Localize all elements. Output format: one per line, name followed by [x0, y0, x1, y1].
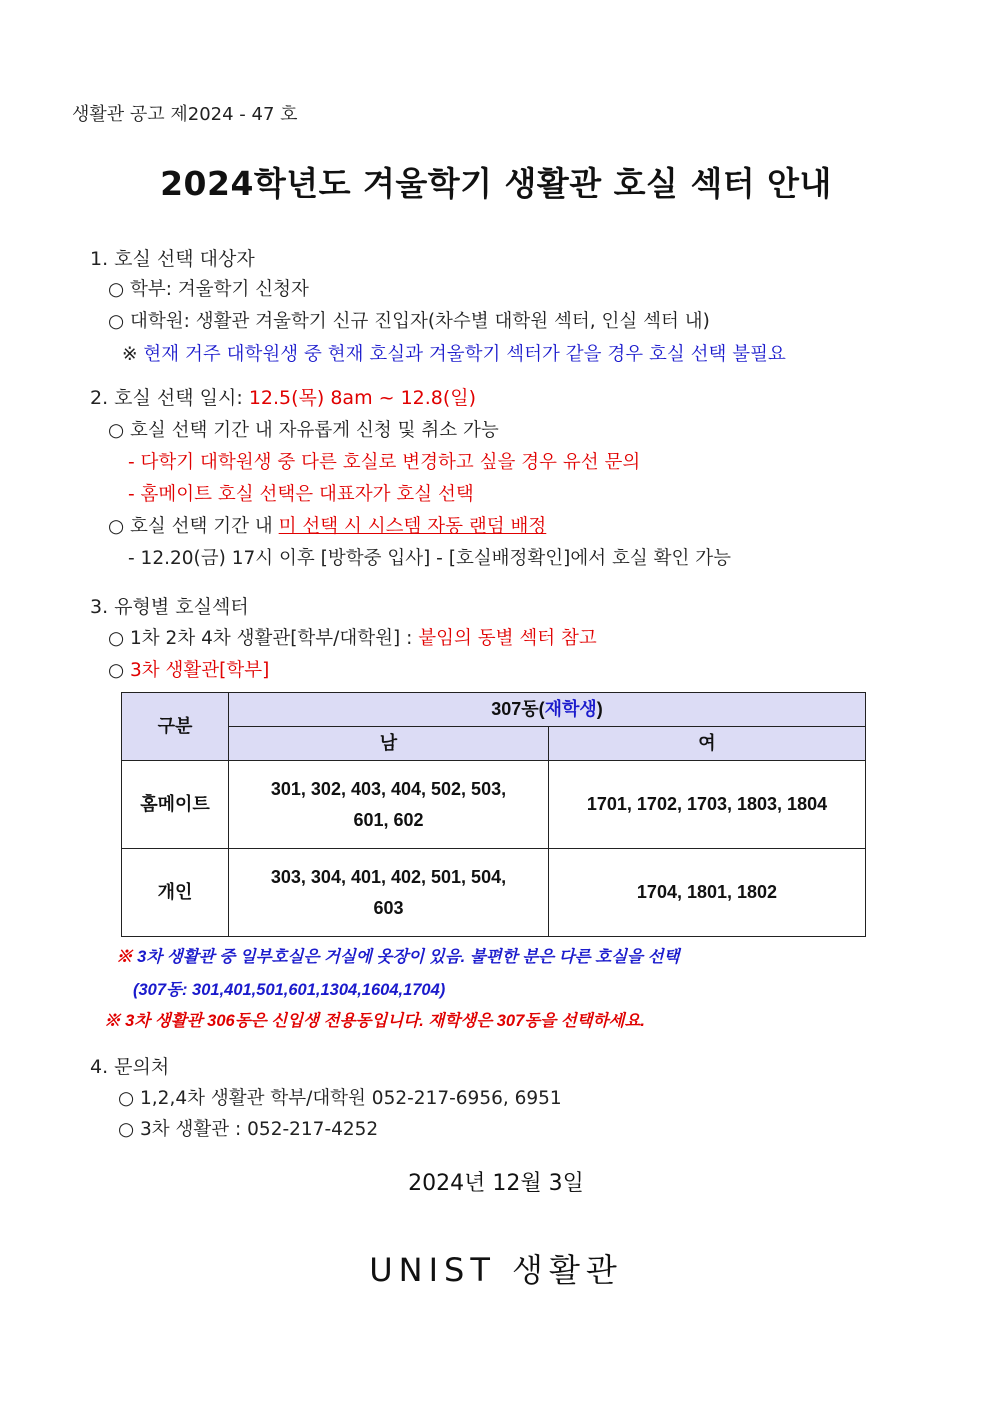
- section2-sub-homemate: - 홈메이트 호실 선택은 대표자가 호실 선택: [128, 484, 474, 505]
- circle-bullet: ○: [108, 660, 131, 681]
- male-rooms-cell: [229, 849, 549, 937]
- section2-item-free-apply: ○ 호실 선택 기간 내 자유롭게 신청 및 취소 가능: [108, 420, 499, 441]
- row-label: 개인: [122, 849, 229, 937]
- note-mark: ※: [116, 948, 133, 966]
- male-rooms-line: 601, 602: [353, 809, 424, 830]
- note-mark: ※: [122, 344, 138, 365]
- contact-item-124: ○ 1,2,4차 생활관 학부/대학원 052-217-6956, 6951: [118, 1088, 562, 1109]
- section1-item-grad: ○ 대학원: 생활관 겨울학기 신규 진입자(차수별 대학원 섹터, 인실 섹터 내): [108, 311, 710, 332]
- notice-number: 생활관 공고 제2024 - 47 호: [72, 104, 298, 125]
- note-wardrobe-text: 3차 생활관 중 일부호실은 거실에 옷장이 있음. 불편한 분은 다른 호실을 선택: [137, 948, 680, 966]
- building-resident-type: 재학생: [544, 699, 597, 719]
- section3-item-other-buildings: [108, 624, 597, 650]
- issue-date: 2024년 12월 3일: [408, 1171, 584, 1196]
- table-row: [122, 849, 866, 937]
- section2-auto-assign-warning: 미 선택 시 시스템 자동 랜덤 배정: [278, 516, 547, 537]
- section1-note-text: 현재 거주 대학원생 중 현재 호실과 겨울학기 섹터가 같을 경우 호실 선택 불필요: [143, 344, 786, 365]
- room-sector-table: [121, 692, 866, 937]
- table-corner-header: 구분: [122, 693, 229, 761]
- section3-item2-label: 3차 생활관[학부]: [130, 660, 270, 681]
- section3-item-3rd-dorm: [108, 656, 269, 682]
- section2-item-auto-assign: [108, 512, 546, 538]
- building-prefix: 307동(: [491, 699, 545, 719]
- section3-heading: 3. 유형별 호실섹터: [90, 596, 249, 618]
- female-rooms-cell: 1704, 1801, 1802: [549, 849, 866, 937]
- note-wardrobe: [116, 943, 679, 967]
- female-rooms-cell: 1701, 1702, 1703, 1803, 1804: [549, 761, 866, 849]
- note-freshman-only: ※ 3차 생활관 306동은 신입생 전용동입니다. 재학생은 307동을 선택하세요.: [104, 1012, 645, 1030]
- section2-sub-check-room: - 12.20(금) 17시 이후 [방학중 입사] - [호실배정확인]에서 호실 확인 가능: [128, 548, 731, 569]
- male-rooms-line: 301, 302, 403, 404, 502, 503,: [270, 778, 507, 799]
- note-wardrobe-rooms: (307동: 301,401,501,601,1304,1604,1704): [133, 981, 446, 999]
- document-title: 2024학년도 겨울학기 생활관 호실 섹터 안내: [160, 164, 832, 203]
- section2-item-auto-assign-prefix: ○ 호실 선택 기간 내: [108, 516, 279, 537]
- row-label: 홈메이트: [122, 761, 229, 849]
- building-suffix: ): [596, 699, 603, 719]
- male-rooms-line: 603: [373, 897, 404, 918]
- column-male-header: 남: [229, 727, 549, 761]
- male-rooms-cell: [229, 761, 549, 849]
- table-row: [122, 761, 866, 849]
- section2-sub-phone-inquiry: - 다학기 대학원생 중 다른 호실로 변경하고 싶을 경우 유선 문의: [128, 452, 641, 473]
- section2-heading: [90, 383, 476, 410]
- section1-item-undergrad: ○ 학부: 겨울학기 신청자: [108, 279, 309, 300]
- section1-heading: 1. 호실 선택 대상자: [90, 248, 255, 270]
- male-rooms-line: 303, 304, 401, 402, 501, 504,: [270, 866, 507, 887]
- section2-dates: 12.5(목) 8am ~ 12.8(일): [248, 387, 477, 409]
- section4-heading: 4. 문의처: [90, 1056, 170, 1078]
- section3-item1-prefix: ○ 1차 2차 4차 생활관[학부/대학원] :: [108, 628, 419, 649]
- building-header: [229, 693, 866, 727]
- column-female-header: 여: [549, 727, 866, 761]
- signature: UNIST 생활관: [369, 1251, 623, 1289]
- contact-item-3rd: ○ 3차 생활관 : 052-217-4252: [118, 1119, 379, 1140]
- section2-heading-label: 2. 호실 선택 일시:: [90, 387, 249, 409]
- section1-note: [122, 340, 786, 366]
- section3-item1-reference: 붙임의 동별 섹터 참고: [418, 628, 597, 649]
